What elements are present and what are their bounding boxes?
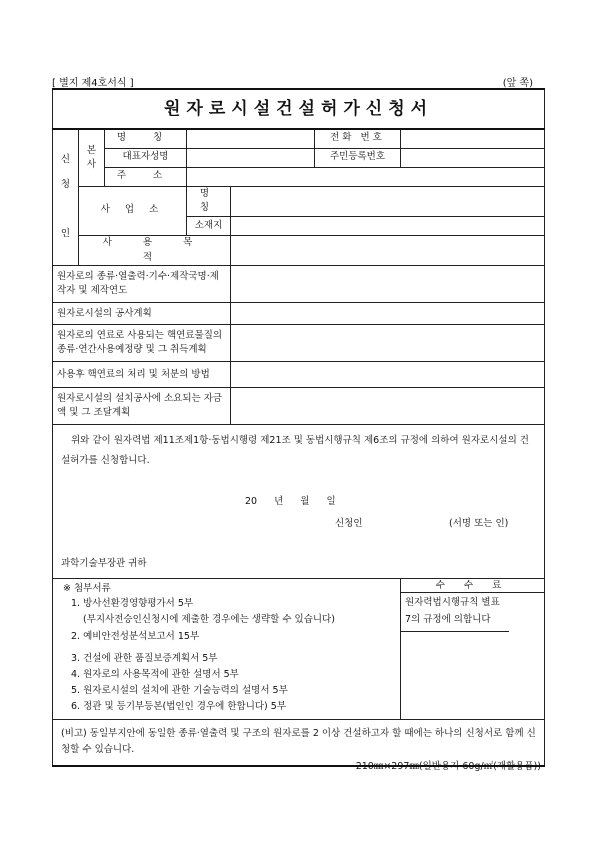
attachment-item: 1. 방사선환경영향평가서 5부 <box>71 598 194 610</box>
attachment-item: 3. 건설에 관한 품질보증계획서 5부 <box>71 652 218 664</box>
page-side-label: (앞 쪽) <box>502 78 533 89</box>
statement-text: 위와 같이 원자력법 제11조제1항·동법시행령 제21조 및 동법시행규칙 제6조의 규정에 의하여 원자로시설의 건설허가를 신청합니다. <box>61 435 529 467</box>
item-reactor-type-field[interactable] <box>231 266 545 303</box>
applicant-label: 신 청 인 <box>53 129 79 266</box>
form-table <box>52 88 545 767</box>
item-construction-plan-field[interactable] <box>231 303 545 325</box>
site-name-label: 명 칭 <box>187 186 231 216</box>
item-funding-plan: 원자로시설의 설치공사에 소요되는 자금액 및 그 조달계획 <box>53 388 231 425</box>
fee-title: 수 수 료 <box>401 579 544 593</box>
item-spent-fuel-field[interactable] <box>231 362 545 388</box>
attachments-title: ※ 첨부서류 <box>63 583 111 595</box>
representative-label: 대표자성명 <box>105 148 187 167</box>
site-location-label: 소재지 <box>187 216 231 235</box>
attachments-list <box>59 596 394 715</box>
resident-id-label: 주민등록번호 <box>315 148 401 167</box>
attachment-item: 6. 정관 및 등기부등본(법인인 경우에 한합니다) 5부 <box>71 701 287 713</box>
remark: (비고) 동일부지안에 동일한 종류·열출력 및 구조의 원자로를 2 이상 건설하고자 할 때에는 하나의 신청서로 함께 신청할 수 있습니다. <box>53 720 545 766</box>
name-field[interactable] <box>187 129 315 148</box>
purpose-field[interactable] <box>231 235 545 265</box>
fee-text: 원자력법시행규칙 별표 7의 규정에 의합니다 <box>401 593 509 631</box>
statement-block <box>53 425 545 579</box>
attachment-item: 4. 원자로의 사용목적에 관한 설명서 5부 <box>71 668 239 680</box>
date-line: 20 년 월 일 <box>245 496 336 508</box>
item-reactor-type: 원자로의 종류·열출력·기수·제작국명·제작자 및 제작연도 <box>53 266 231 303</box>
site-location-field[interactable] <box>231 216 545 235</box>
fee-block <box>401 579 545 720</box>
address-field[interactable] <box>187 167 545 186</box>
item-funding-plan-field[interactable] <box>231 388 545 425</box>
resident-id-field[interactable] <box>401 148 545 167</box>
applicant-sign-label: 신청인 <box>335 518 363 530</box>
name-label: 명 칭 <box>105 129 187 148</box>
head-office-label: 본 사 <box>79 129 105 186</box>
page-title: 원자로시설건설허가신청서 <box>53 89 545 129</box>
item-fuel-plan: 원자로의 연료로 사용되는 핵연료물질의 종류·연간사용예정량 및 그 취득계획 <box>53 325 231 362</box>
attachments-block <box>53 579 401 720</box>
attachment-item: 5. 원자로시설의 설치에 관한 기술능력의 설명서 5부 <box>71 684 288 696</box>
address-label: 주 소 <box>105 167 187 186</box>
application-form <box>52 88 544 767</box>
form-number: [ 별지 제4호서식 ] <box>52 78 134 89</box>
signature-note: (서명 또는 인) <box>449 518 509 530</box>
representative-field[interactable] <box>187 148 315 167</box>
site-name-field[interactable] <box>231 186 545 216</box>
site-label: 사 업 소 <box>79 186 187 235</box>
item-spent-fuel: 사용후 핵연료의 처리 및 처분의 방법 <box>53 362 231 388</box>
phone-label: 전화 번호 <box>315 129 401 148</box>
attachment-item-note: (부지사전승인신청시에 제출한 경우에는 생략할 수 있습니다) <box>83 614 335 626</box>
attachment-item: 2. 예비안전성분석보고서 15부 <box>71 630 200 642</box>
phone-field[interactable] <box>401 129 545 148</box>
addressee: 과학기술부장관 귀하 <box>61 558 147 570</box>
paper-spec: 210㎜×297㎜(일반용지 60g/㎡(재활용품)) <box>355 761 541 772</box>
purpose-label: 사 용 목 적 <box>79 235 231 265</box>
item-construction-plan: 원자로시설의 공사계획 <box>53 303 231 325</box>
item-fuel-plan-field[interactable] <box>231 325 545 362</box>
